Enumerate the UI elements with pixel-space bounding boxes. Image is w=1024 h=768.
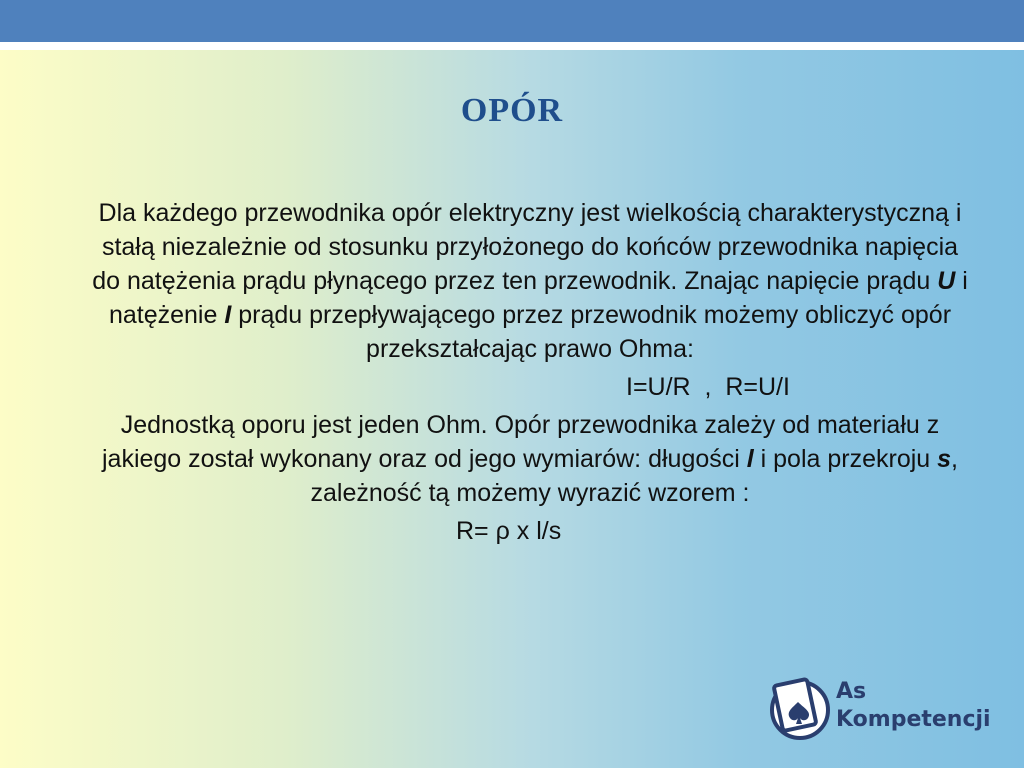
symbol-U: U [937,267,956,295]
symbol-l: l [746,445,754,473]
para2-text-a: Jednostką oporu jest jeden Ohm. Opór przewodnika zależy od materiału z jakiego został wykonany oraz od jego wymiarów: długości [101,411,940,473]
para1-text-c: prądu przepływającego przez przewodnik możemy obliczyć opór przekształcając prawo Ohma: [231,301,952,363]
para1-text-a: Dla każdego przewodnika opór elektryczny jest wielkością charakterystyczną i stałą niezależnie od stosunku przyłożonego do końców przewodnika napięcia do natężenia prądu płynącego przez ten przewodnik. Znając napięcie prądu [92,199,962,295]
symbol-I: I [224,301,232,329]
logo-line-1: As [836,679,867,704]
paragraph-2 [90,408,970,510]
slide-body [90,196,970,548]
para2-text-c: , zależność tą możemy wyrazić wzorem : [310,445,958,507]
para2-text-b: i pola przekroju [753,445,938,473]
as-kompetencji-logo [768,672,998,742]
symbol-s: s [937,445,952,473]
formula-resistivity: R= ρ x l/s [456,517,562,545]
card-spade-icon [768,672,832,742]
slide-title: OPÓR [460,92,564,129]
formula-ohm: I=U/R , R=U/I [626,373,790,401]
paragraph-1 [90,196,970,366]
logo-line-2: Kompetencji [836,707,991,732]
logo-text [836,678,991,734]
para1-text-b: i natężenie [108,267,968,329]
top-bar [0,0,1024,42]
